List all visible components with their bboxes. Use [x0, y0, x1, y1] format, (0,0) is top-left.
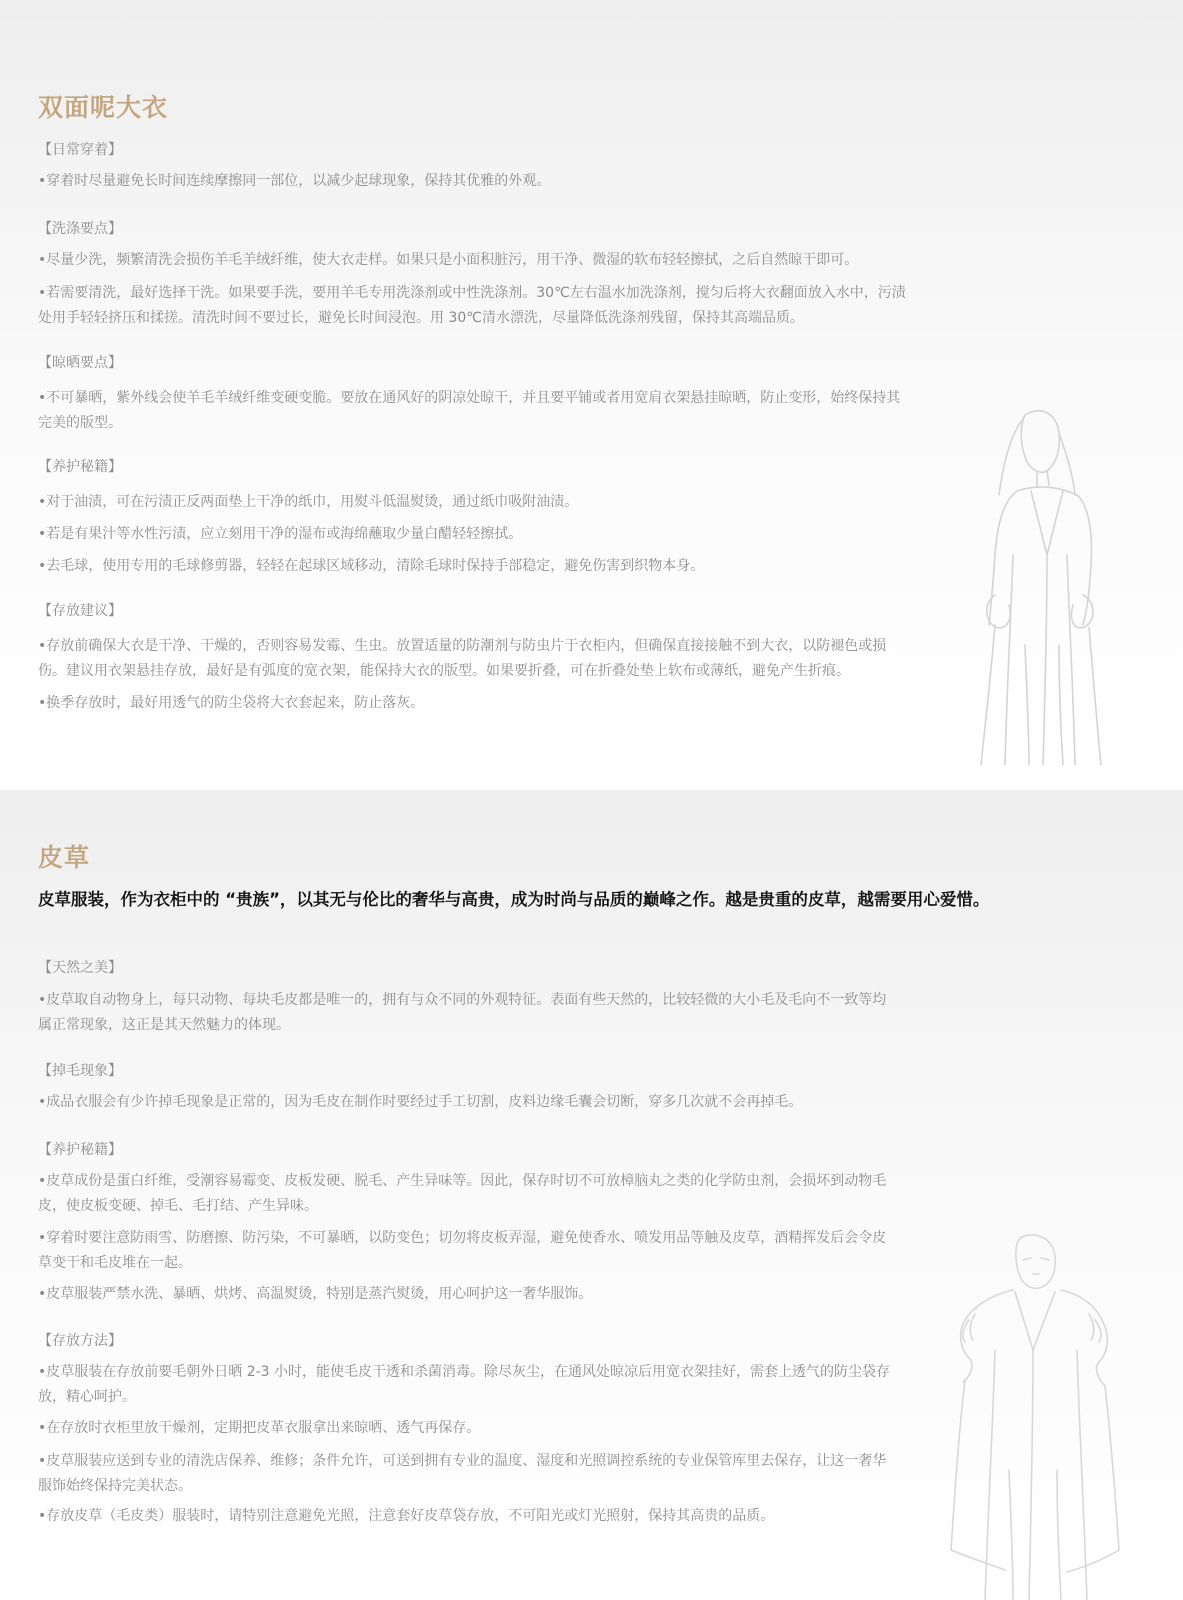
coat-care-item-3: •去毛球，使用专用的毛球修剪器，轻轻在起球区域移动，清除毛球时保持手部稳定，避免伤害到织物本身。 [38, 558, 705, 574]
coat-care-item-2: •若是有果汁等水性污渍，应立刻用干净的湿布或海绵蘸取少量白醋轻轻擦拭。 [38, 526, 523, 542]
fur-storage-item-1: •皮草服装在存放前要毛朝外日晒 2-3 小时，能使毛皮干透和杀菌消毒。除尽灰尘，在通风处晾凉后用宽衣架挂好，需套上透气的防尘袋存放，精心呵护。 [38, 1364, 891, 1405]
fur-care-item-2: •穿着时要注意防雨雪、防磨擦、防污染，不可暴晒，以防变色；切勿将皮板弄湿，避免使香水、喷发用品等触及皮草，酒精挥发后会令皮草变干和毛皮堆在一起。 [38, 1230, 887, 1271]
fur-care-item-3: •皮草服装严禁水洗、暴晒、烘烤、高温熨烫，特别是蒸汽熨烫，用心呵护这一奢华服饰。 [38, 1286, 593, 1302]
coat-section-heading-care: 【养护秘籍】 [38, 459, 122, 475]
fur-storage-item-2: •在存放时衣柜里放干燥剂，定期把皮革衣服拿出来晾晒、透气再保存。 [38, 1420, 481, 1436]
woman-in-fur-coat-sketch-icon [935, 1230, 1135, 1600]
woman-in-long-coat-sketch-icon [955, 405, 1125, 765]
coat-section-heading-washing: 【洗涤要点】 [38, 221, 122, 237]
coat-section-heading-daily: 【日常穿着】 [38, 142, 122, 158]
fur-care-panel [0, 790, 1183, 1600]
fur-section-heading-storage: 【存放方法】 [38, 1333, 122, 1349]
coat-washing-item-2: •若需要清洗，最好选择干洗。如果要手洗，要用羊毛专用洗涤剂或中性洗涤剂。30℃左右温水加洗涤剂，搅匀后将大衣翻面放入水中，污渍处用手轻轻挤压和揉搓。清洗时间不要过长，避免长时间浸泡。用 30℃清水漂洗，尽量降低洗涤剂残留，保持其高端品质。 [38, 285, 906, 326]
fur-title: 皮草 [38, 843, 91, 872]
fur-nature-item-1: •皮草取自动物身上，每只动物、每块毛皮都是唯一的，拥有与众不同的外观特征。表面有些天然的，比较轻微的大小毛及毛向不一致等均属正常现象，这正是其天然魅力的体现。 [38, 992, 887, 1033]
fur-storage-item-3: •皮草服装应送到专业的清洗店保养、维修；条件允许，可送到拥有专业的温度、湿度和光照调控系统的专业保管库里去保存，让这一奢华服饰始终保持完美状态。 [38, 1453, 887, 1494]
coat-drying-item-1: •不可暴晒，紫外线会使羊毛羊绒纤维变硬变脆。要放在通风好的阴凉处晾干，并且要平铺或者用宽肩衣架悬挂晾晒，防止变形，始终保持其完美的版型。 [38, 390, 901, 431]
coat-section-heading-drying: 【晾晒要点】 [38, 355, 122, 371]
coat-care-item-1: •对于油渍，可在污渍正反两面垫上干净的纸巾，用熨斗低温熨烫，通过纸巾吸附油渍。 [38, 494, 579, 510]
fur-shedding-item-1: •成品衣服会有少许掉毛现象是正常的，因为毛皮在制作时要经过手工切割，皮料边缘毛囊会切断，穿多几次就不会再掉毛。 [38, 1094, 803, 1110]
coat-care-panel [0, 0, 1183, 765]
fur-intro: 皮草服装，作为衣柜中的 “贵族”，以其无与伦比的奢华与高贵，成为时尚与品质的巅峰之作。越是贵重的皮草，越需要用心爱惜。 [38, 890, 990, 909]
fur-section-heading-care: 【养护秘籍】 [38, 1142, 122, 1158]
coat-storage-item-2: •换季存放时，最好用透气的防尘袋将大衣套起来，防止落灰。 [38, 695, 425, 711]
fur-section-heading-shedding: 【掉毛现象】 [38, 1063, 122, 1079]
fur-storage-item-4: •存放皮草（毛皮类）服装时，请特别注意避免光照，注意套好皮草袋存放，不可阳光或灯光照射，保持其高贵的品质。 [38, 1508, 775, 1524]
coat-storage-item-1: •存放前确保大衣是干净、干燥的，否则容易发霉、生虫。放置适量的防潮剂与防虫片于衣柜内，但确保直接接触不到大衣，以防褪色或损伤。建议用衣架悬挂存放，最好是有弧度的宽衣架，能保持大衣的版型。如果要折叠，可在折叠处垫上软布或薄纸，避免产生折痕。 [38, 638, 887, 679]
fur-section-heading-nature: 【天然之美】 [38, 960, 122, 976]
coat-washing-item-1: •尽量少洗，频繁清洗会损伤羊毛羊绒纤维，使大衣走样。如果只是小面积脏污，用干净、微湿的软布轻轻擦拭，之后自然晾干即可。 [38, 252, 859, 268]
coat-section-heading-storage: 【存放建议】 [38, 603, 122, 619]
coat-title: 双面呢大衣 [38, 93, 169, 122]
coat-daily-item-1: •穿着时尽量避免长时间连续摩擦同一部位，以减少起球现象，保持其优雅的外观。 [38, 173, 551, 189]
fur-care-item-1: •皮草成份是蛋白纤维，受潮容易霉变、皮板发硬、脱毛、产生异味等。因此，保存时切不可放樟脑丸之类的化学防虫剂，会损坏到动物毛皮，使皮板变硬、掉毛、毛打结、产生异味。 [38, 1173, 887, 1214]
